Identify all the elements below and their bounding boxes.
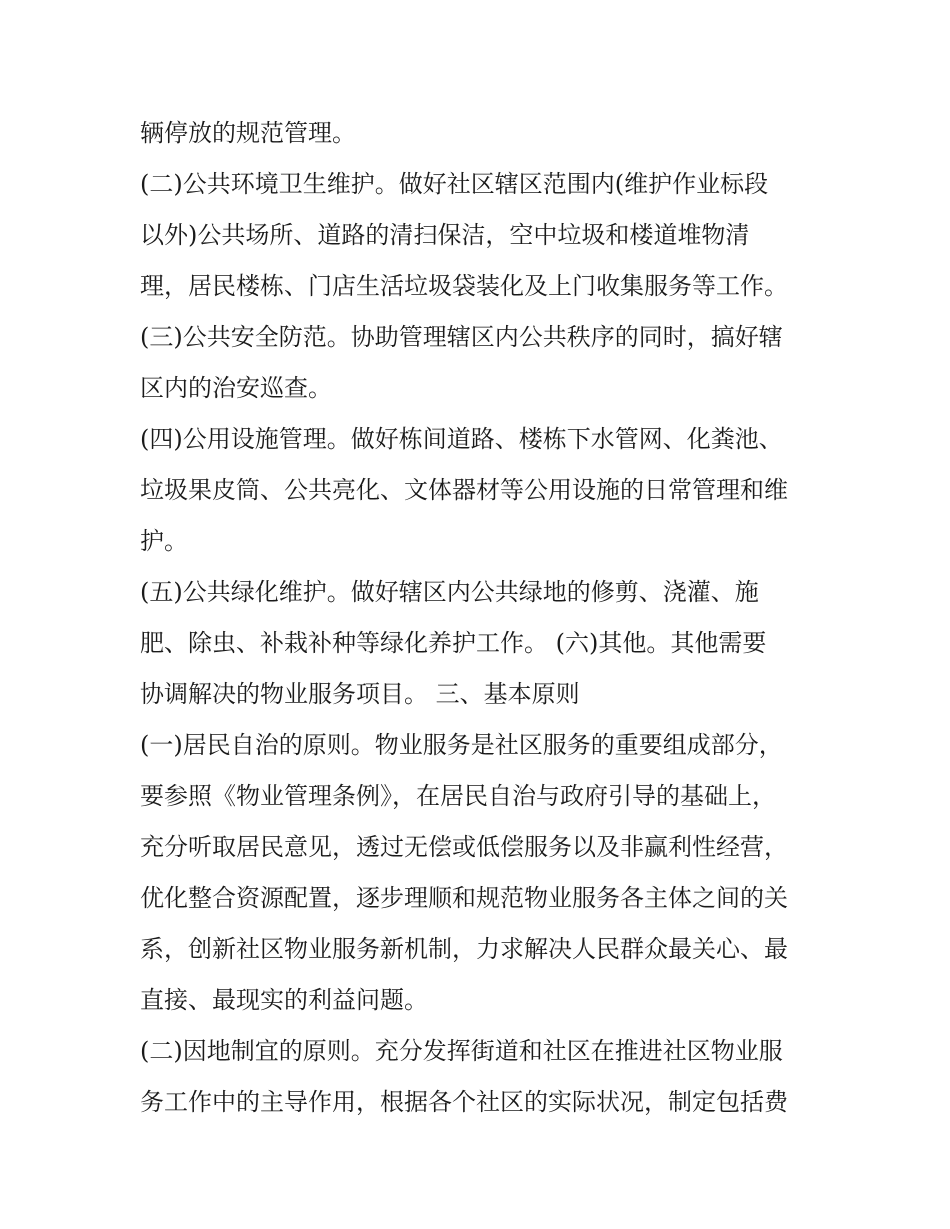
- text-line: 充分听取居民意见，透过无偿或低偿服务以及非赢利性经营，: [140, 833, 788, 861]
- text-line: 以外)公共场所、道路的清扫保洁，空中垃圾和楼道堆物清: [140, 221, 750, 249]
- text-line: (二)公共环境卫生维护。做好社区辖区范围内(维护作业标段: [140, 170, 769, 198]
- text-line: 系，创新社区物业服务新机制，力求解决人民群众最关心、最: [140, 935, 788, 963]
- text-line: (三)公共安全防范。协助管理辖区内公共秩序的同时，搞好辖: [140, 323, 783, 351]
- text-line: 区内的治安巡查。: [140, 374, 332, 402]
- text-line: 务工作中的主导作用，根据各个社区的实际状况，制定包括费: [140, 1088, 788, 1116]
- text-line: 辆停放的规范管理。: [140, 119, 356, 147]
- text-line: (四)公用设施管理。做好栋间道路、楼栋下水管网、化粪池、: [140, 425, 783, 453]
- text-line: (二)因地制宜的原则。充分发挥街道和社区在推进社区物业服: [140, 1037, 783, 1065]
- text-line: 护。: [140, 527, 188, 555]
- text-line: (一)居民自治的原则。物业服务是社区服务的重要组成部分，: [140, 731, 783, 759]
- text-line: 协调解决的物业服务项目。 三、基本原则: [140, 680, 580, 708]
- text-line: 直接、最现实的利益问题。: [140, 986, 428, 1014]
- text-line: 垃圾果皮筒、公共亮化、文体器材等公用设施的日常管理和维: [140, 476, 788, 504]
- text-line: 优化整合资源配置，逐步理顺和规范物业服务各主体之间的关: [140, 884, 788, 912]
- document-body: [140, 108, 830, 1128]
- text-line: 要参照《物业管理条例》，在居民自治与政府引导的基础上，: [140, 782, 776, 810]
- text-line: 肥、除虫、补栽补种等绿化养护工作。 (六)其他。其他需要: [140, 629, 767, 657]
- text-line: (五)公共绿化维护。做好辖区内公共绿地的修剪、浇灌、施: [140, 578, 759, 606]
- text-line: 理，居民楼栋、门店生活垃圾袋装化及上门收集服务等工作。: [140, 272, 788, 300]
